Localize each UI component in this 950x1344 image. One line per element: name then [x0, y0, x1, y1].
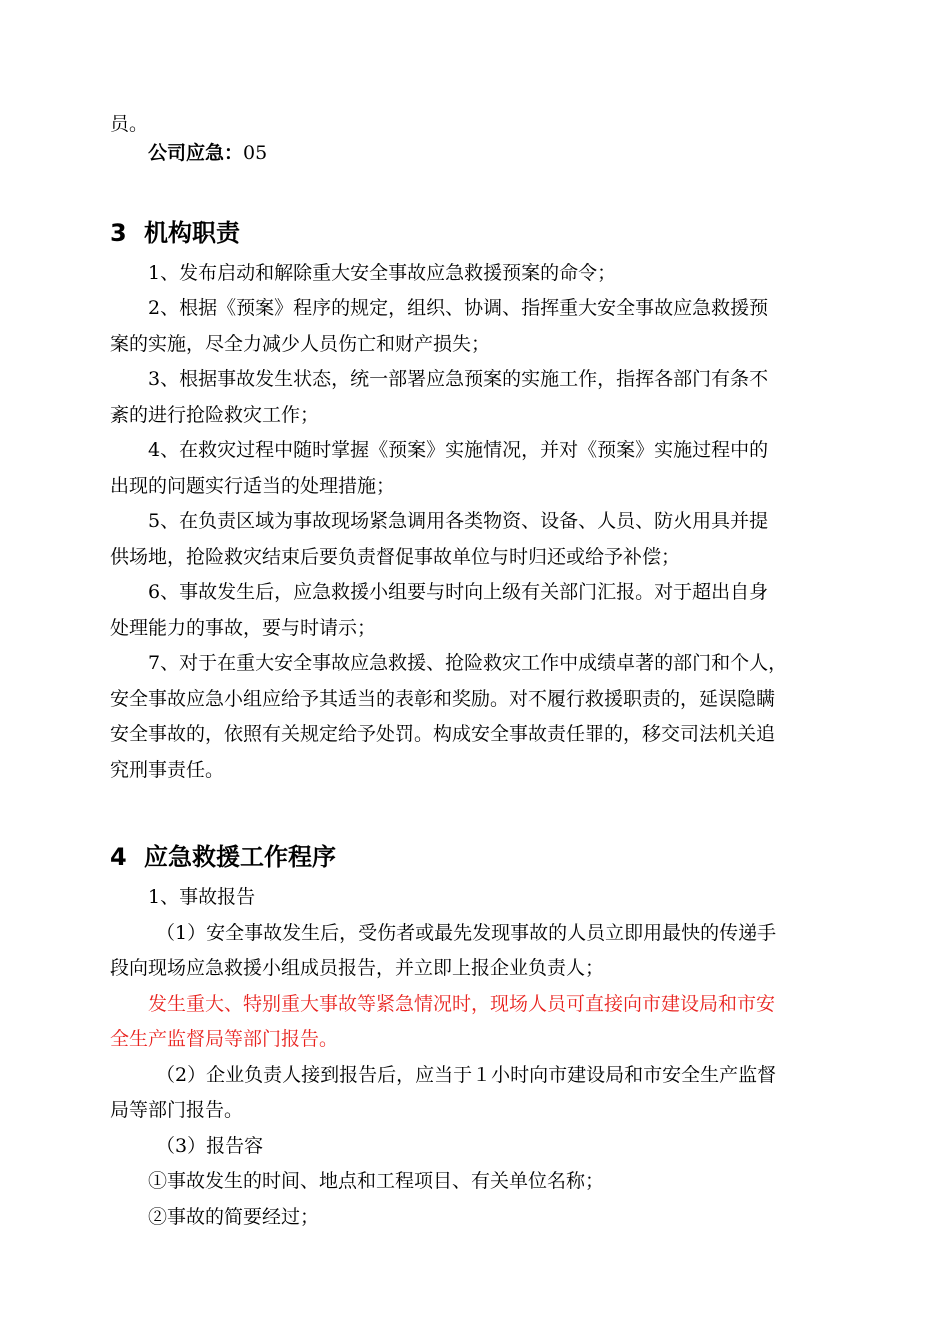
highlighted-line: 全生产监督局等部门报告。: [110, 1028, 339, 1050]
section-number: 3: [110, 219, 127, 247]
paragraph-line: 安全事故应急小组应给予其适当的表彰和奖励。对不履行救援职责的，延误隐瞒: [110, 688, 776, 710]
paragraph-line: 6、事故发生后，应急救援小组要与时向上级有关部门汇报。对于超出自身: [148, 581, 769, 603]
paragraph-line: （2）企业负责人接到报告后，应当于１小时向市建设局和市安全生产监督: [156, 1064, 777, 1086]
list-item: ①事故发生的时间、地点和工程项目、有关单位名称；: [148, 1170, 605, 1192]
company-emergency-label: 公司应急：: [148, 142, 244, 164]
paragraph-line: 1、发布启动和解除重大安全事故应急救援预案的命令；: [148, 262, 617, 284]
paragraph-line: 紊的进行抢险救灾工作；: [110, 404, 320, 426]
paragraph-line: 处理能力的事故，要与时请示；: [110, 617, 377, 639]
paragraph-line: （1）安全事故发生后，受伤者或最先发现事故的人员立即用最快的传递手: [156, 922, 777, 944]
paragraph-line: 1、事故报告: [148, 886, 256, 908]
paragraph-line: 4、在救灾过程中随时掌握《预案》实施情况，并对《预案》实施过程中的: [148, 439, 769, 461]
paragraph-line: 案的实施，尽全力减少人员伤亡和财产损失；: [110, 333, 491, 355]
paragraph-line: 2、根据《预案》程序的规定，组织、协调、指挥重大安全事故应急救援预: [148, 297, 769, 319]
section-number: 4: [110, 843, 127, 871]
company-emergency-code: 05: [243, 142, 268, 164]
list-item: ②事故的简要经过；: [148, 1206, 320, 1228]
paragraph-line: 7、对于在重大安全事故应急救援、抢险救灾工作中成绩卓著的部门和个人，: [148, 652, 788, 674]
paragraph-line: 出现的问题实行适当的处理措施；: [110, 475, 396, 497]
section-title: 机构职责: [144, 219, 240, 247]
section-4-heading: [110, 840, 336, 874]
section-title: 应急救援工作程序: [144, 843, 336, 871]
paragraph-line: 3、根据事故发生状态，统一部署应急预案的实施工作，指挥各部门有条不: [148, 368, 769, 390]
paragraph-line: 局等部门报告。: [110, 1099, 244, 1121]
paragraph-line: 5、在负责区域为事故现场紧急调用各类物资、设备、人员、防火用具并提: [148, 510, 769, 532]
paragraph-line: （3）报告容: [156, 1135, 264, 1157]
paragraph-line: 究刑事责任。: [110, 759, 225, 781]
section-3-heading: [110, 216, 240, 250]
text-line: 员。: [110, 113, 149, 135]
company-emergency-line: [148, 139, 267, 167]
paragraph-line: 段向现场应急救援小组成员报告，并立即上报企业负责人；: [110, 957, 605, 979]
paragraph-line: 供场地，抢险救灾结束后要负责督促事故单位与时归还或给予补偿；: [110, 546, 681, 568]
highlighted-line: 发生重大、特别重大事故等紧急情况时，现场人员可直接向市建设局和市安: [148, 993, 776, 1015]
paragraph-line: 安全事故的，依照有关规定给予处罚。构成安全事故责任罪的，移交司法机关追: [110, 723, 776, 745]
